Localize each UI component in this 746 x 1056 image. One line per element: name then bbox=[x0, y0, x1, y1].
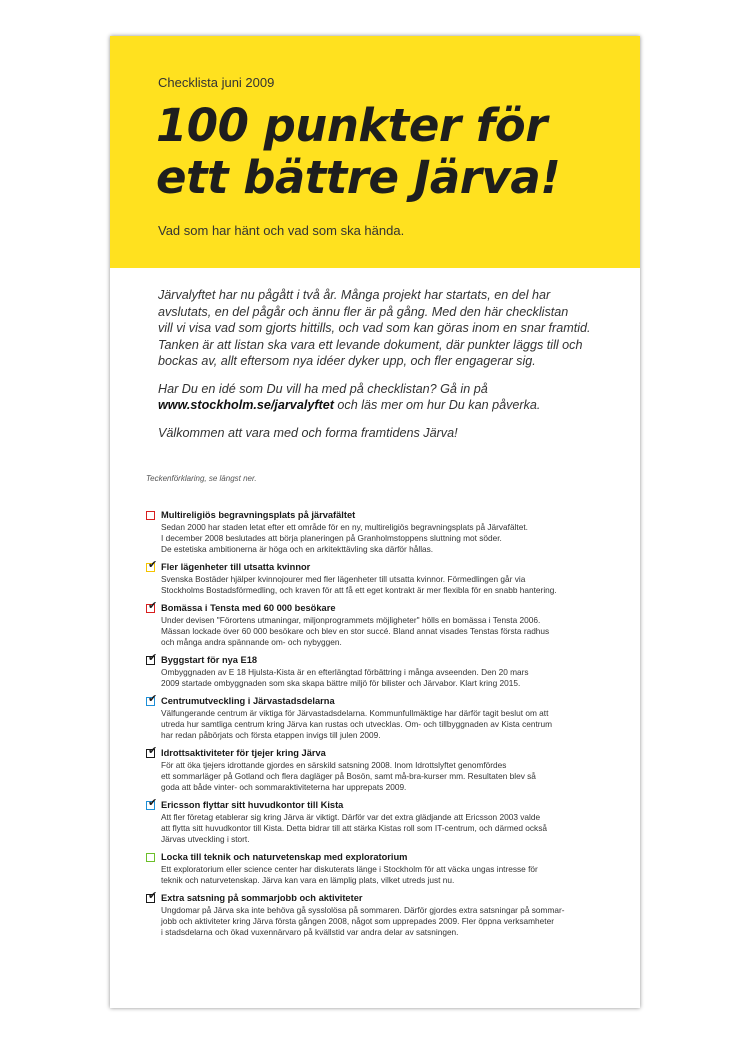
checklist-item-line: 2009 startade ombyggnaden som ska skapa bättre miljö för bilister och Järvabor. Klart kring 2015. bbox=[161, 678, 521, 688]
checklist-item bbox=[146, 695, 616, 741]
checklist-item-text bbox=[161, 708, 616, 741]
checklist-item-line: att flytta sitt huvudkontor till Kista. Detta bidrar till att stärka Kistas roll som IT-centrum, och därmed också bbox=[161, 823, 547, 833]
checked-box-icon bbox=[146, 600, 158, 613]
intro-paragraph-2 bbox=[158, 381, 598, 414]
checklist-item-line: För att öka tjejers idrottande gjordes en särskild satsning 2008. Inom Idrottslyftet genomfördes bbox=[161, 760, 507, 770]
checklist-item bbox=[146, 509, 616, 555]
checklist-item-line: Ombyggnaden av E 18 Hjulsta-Kista är en efterlängtad förbättring i många avseenden. Den 20 mars bbox=[161, 667, 529, 677]
checklist-item-line: Järvas utveckling i stort. bbox=[161, 834, 250, 844]
checklist-item bbox=[146, 851, 616, 886]
checkmark-icon: ✔ bbox=[148, 745, 158, 757]
empty-box-icon bbox=[146, 511, 155, 520]
checklist-item-line: och många andra spännande om- och nybyggen. bbox=[161, 637, 342, 647]
intro-line: vill vi visa vad som gjorts hittills, och vad som kan göras inom en snar framtid. bbox=[158, 321, 591, 335]
checklist-item-line: goda att både vinter- och sommaraktiviteterna har upprepats 2009. bbox=[161, 782, 407, 792]
intro-line: Har Du en idé som Du vill ha med på checklistan? Gå in på bbox=[158, 381, 488, 396]
checklist-item-line: Ett exploratorium eller science center har diskuterats länge i Stockholm för att väcka ungas intresse för bbox=[161, 864, 538, 874]
intro-line: bockas av, allt eftersom nya idéer dyker upp, och fler engagerar sig. bbox=[158, 354, 536, 368]
headline-line-2: ett bättre Järva! bbox=[156, 151, 561, 204]
checkmark-icon: ✔ bbox=[148, 559, 158, 571]
intro-line: Järvalyftet har nu pågått i två år. Många projekt har startats, en del har bbox=[158, 288, 551, 302]
checklist-item-title: Centrumutveckling i Järvastadsdelarna bbox=[161, 696, 335, 706]
checklist-item-text bbox=[161, 905, 616, 938]
checklist-item-line: jobb och aktiviteter kring Järva första gången 2008, något som upprepades 2009. Fler öppna verksamheter bbox=[161, 916, 554, 926]
checklist-item-title: Bomässa i Tensta med 60 000 besökare bbox=[161, 603, 336, 613]
checklist-item-line: ett sommarläger på Gotland och flera dagläger på Bosön, samt må-bra-kurser mm. Resultaten blev så bbox=[161, 771, 536, 781]
intro-line: Tanken är att listan ska vara ett levande dokument, där punkter läggs till och bbox=[158, 337, 583, 352]
headline-line-1: 100 punkter för bbox=[156, 99, 547, 152]
checklist-item bbox=[146, 654, 616, 689]
checklist-item-line: Stockholms Bostadsförmedling, och kraven för att få ett eget kontrakt är mer flexibla för en snabb hantering. bbox=[161, 585, 557, 595]
document-page bbox=[110, 36, 640, 1008]
checklist-item-title: Extra satsning på sommarjobb och aktiviteter bbox=[161, 893, 363, 903]
checklist-item-text bbox=[161, 615, 616, 648]
checklist-item-line: Svenska Bostäder hjälper kvinnojourer med fler lägenheter till utsatta kvinnor. Förmedlingen går via bbox=[161, 574, 526, 584]
checklist-item-line: I december 2008 beslutades att börja planeringen på Granholmstoppens sluttning mot söder. bbox=[161, 533, 502, 543]
checklist-item-text bbox=[161, 864, 616, 886]
legend-note: Teckenförklaring, se längst ner. bbox=[146, 474, 257, 483]
checklist-item-line: Välfungerande centrum är viktiga för Järvastadsdelarna. Kommunfullmäktige har därför tagit beslut om att bbox=[161, 708, 549, 718]
checklist-item-line: De estetiska ambitionerna är höga och en arkitekttävling ska därför hållas. bbox=[161, 544, 434, 554]
checklist-item-title: Fler lägenheter till utsatta kvinnor bbox=[161, 562, 311, 572]
checklist-item-title: Locka till teknik och naturvetenskap med exploratorium bbox=[161, 852, 408, 862]
checklist-item-text bbox=[161, 522, 616, 555]
checklist-item bbox=[146, 799, 616, 845]
checklist-item-text bbox=[161, 667, 616, 689]
header-banner bbox=[110, 36, 640, 268]
checklist-item-text bbox=[161, 760, 616, 793]
checklist-item-line: Mässan lockade över 60 000 besökare och blev en stor succé. Bland annat visades Tenstas första radhus bbox=[161, 626, 550, 636]
checkmark-icon: ✔ bbox=[148, 600, 158, 612]
checked-box-icon bbox=[146, 693, 158, 706]
checklist-item-line: teknik och naturvetenskap. Järva kan vara en lämplig plats, vilket utreds just nu. bbox=[161, 875, 455, 885]
checklist-item bbox=[146, 561, 616, 596]
checked-box-icon bbox=[146, 797, 158, 810]
intro-paragraph-1 bbox=[158, 287, 598, 370]
intro-line: och läs mer om hur Du kan påverka. bbox=[333, 398, 541, 412]
checklist-item-text bbox=[161, 574, 616, 596]
checked-box-icon bbox=[146, 652, 158, 665]
checklist-item-line: Att fler företag etablerar sig kring Järva är viktigt. Därför var det extra glädjande att Ericsson 2003 valde bbox=[161, 812, 541, 822]
checklist-item bbox=[146, 602, 616, 648]
checkmark-icon: ✔ bbox=[148, 652, 158, 664]
checklist bbox=[146, 509, 616, 944]
checklist-item-line: Under devisen "Förortens utmaningar, miljonprogrammets möjligheter" hölls en bomässa i Tensta 2006. bbox=[161, 615, 541, 625]
checklist-item-title: Byggstart för nya E18 bbox=[161, 655, 258, 665]
intro-text bbox=[158, 287, 598, 452]
intro-paragraph-3: Välkommen att vara med och forma framtidens Järva! bbox=[158, 425, 458, 440]
checklist-item-title: Ericsson flyttar sitt huvudkontor till Kista bbox=[161, 800, 344, 810]
checked-box-icon bbox=[146, 559, 158, 572]
checked-box-icon bbox=[146, 745, 158, 758]
intro-line: avslutats, en del pågår och ännu fler är på gång. Med den här checklistan bbox=[158, 304, 569, 319]
checklist-item-title: Multireligiös begravningsplats på järvafältet bbox=[161, 510, 356, 520]
checkmark-icon: ✔ bbox=[148, 890, 158, 902]
kicker: Checklista juni 2009 bbox=[158, 75, 275, 90]
empty-box-icon bbox=[146, 853, 155, 862]
checkmark-icon: ✔ bbox=[148, 693, 158, 705]
subhead: Vad som har hänt och vad som ska hända. bbox=[158, 223, 405, 238]
checkmark-icon: ✔ bbox=[148, 797, 158, 809]
headline bbox=[156, 100, 636, 204]
checked-box-icon bbox=[146, 890, 158, 903]
checklist-item bbox=[146, 747, 616, 793]
checklist-item-line: Sedan 2000 har staden letat efter ett område för en ny, multireligiös begravningsplats på Järvafältet. bbox=[161, 522, 528, 532]
checklist-item-title: Idrottsaktiviteter för tjejer kring Järva bbox=[161, 748, 326, 758]
checklist-item-line: utreda hur samtliga centrum kring Järva kan rustas och utvecklas. Om- och tillbyggnaden av Kista centrum bbox=[161, 719, 553, 729]
checklist-item bbox=[146, 892, 616, 938]
checklist-item-line: Ungdomar på Järva ska inte behöva gå sysslolösa på sommaren. Därför gjordes extra satsningar på sommar- bbox=[161, 905, 565, 915]
website-link[interactable]: www.stockholm.se/jarvalyftet bbox=[158, 398, 334, 412]
checklist-item-text bbox=[161, 812, 616, 845]
checklist-item-line: i stadsdelarna och ökad vuxennärvaro på kvällstid var andra delar av satsningen. bbox=[161, 927, 459, 937]
checklist-item-line: har redan påbörjats och första etappen invigs till julen 2009. bbox=[161, 730, 381, 740]
